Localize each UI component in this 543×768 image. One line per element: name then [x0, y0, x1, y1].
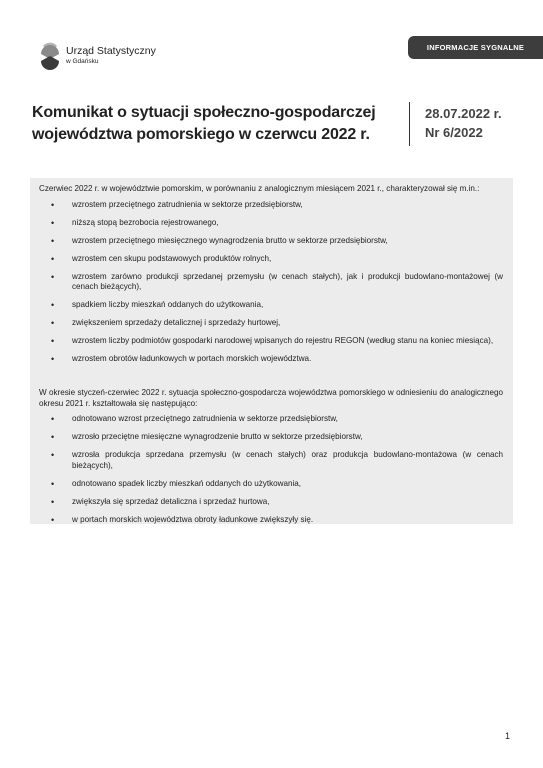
page-number: 1 — [505, 731, 511, 741]
institution-logo — [40, 42, 156, 70]
list-item: • wzrostem przeciętnego miesięcznego wynagrodzenia brutto w sektorze przedsiębiorstw, — [39, 236, 503, 247]
logo-location: w Gdańsku — [66, 58, 99, 65]
monthly-highlights-list — [39, 200, 503, 365]
title-line-1: Komunikat o sytuacji społeczno-gospodarczej — [32, 104, 376, 121]
list-item: • wzrostem obrotów ładunkowych w portach morskich województwa. — [39, 354, 503, 365]
list-item: • spadkiem liczby mieszkań oddanych do użytkowania, — [39, 300, 503, 311]
list-item: • zwiększeniem sprzedaży detalicznej i sprzedaży hurtowej, — [39, 318, 503, 329]
list-item: • wzrostem liczby podmiotów gospodarki narodowej wpisanych do rejestru REGON (według stanu na koniec miesiąca), — [39, 336, 503, 347]
list-item: • wzrostem zarówno produkcji sprzedanej przemysłu (w cenach stałych), jak i produkcji budowlano-montażowej (w cenach bieżących), — [39, 272, 503, 293]
page-title — [32, 102, 392, 146]
list-item: • wzrosło przeciętne miesięczne wynagrodzenie brutto w sektorze przedsiębiorstw, — [39, 432, 503, 443]
publication-type-tab: INFORMACJE SYGNALNE — [408, 36, 543, 59]
title-line-2: województwa pomorskiego w czerwcu 2022 r. — [32, 126, 370, 143]
logo-name: Urząd Statystyczny — [66, 45, 156, 57]
list-item: • odnotowano wzrost przeciętnego zatrudnienia w sektorze przedsiębiorstw, — [39, 414, 503, 425]
summary-intro-period: W okresie styczeń-czerwiec 2022 r. sytuacja społeczno-gospodarcza województwa pomorskiego w odniesieniu do analogicznego okresu 2021 r. kształtowała się następująco: — [39, 388, 503, 408]
publication-date: 28.07.2022 r. — [425, 106, 502, 121]
summary-box — [30, 178, 513, 524]
list-item: • wzrostem przeciętnego zatrudnienia w sektorze przedsiębiorstw, — [39, 200, 503, 211]
list-item: • zwiększyła się sprzedaż detaliczna i sprzedaż hurtowa, — [39, 497, 503, 508]
period-highlights-list — [39, 414, 503, 525]
list-item: • w portach morskich województwa obroty ładunkowe zwiększyły się. — [39, 515, 503, 526]
summary-intro-monthly: Czerwiec 2022 r. w województwie pomorskim, w porównaniu z analogicznym miesiącem 2021 r., charakteryzował się m.in.: — [39, 184, 480, 193]
list-item: • wzrosła produkcja sprzedana przemysłu (w cenach stałych) oraz produkcja budowlano-montażowa (w cenach bieżących), — [39, 450, 503, 471]
publication-meta — [425, 104, 502, 142]
list-item: • niższą stopą bezrobocia rejestrowanego, — [39, 218, 503, 229]
publication-number: Nr 6/2022 — [425, 125, 483, 140]
logo-icon — [40, 42, 60, 70]
title-divider — [409, 102, 410, 146]
list-item: • wzrostem cen skupu podstawowych produktów rolnych, — [39, 254, 503, 265]
list-item: • odnotowano spadek liczby mieszkań oddanych do użytkowania, — [39, 479, 503, 490]
